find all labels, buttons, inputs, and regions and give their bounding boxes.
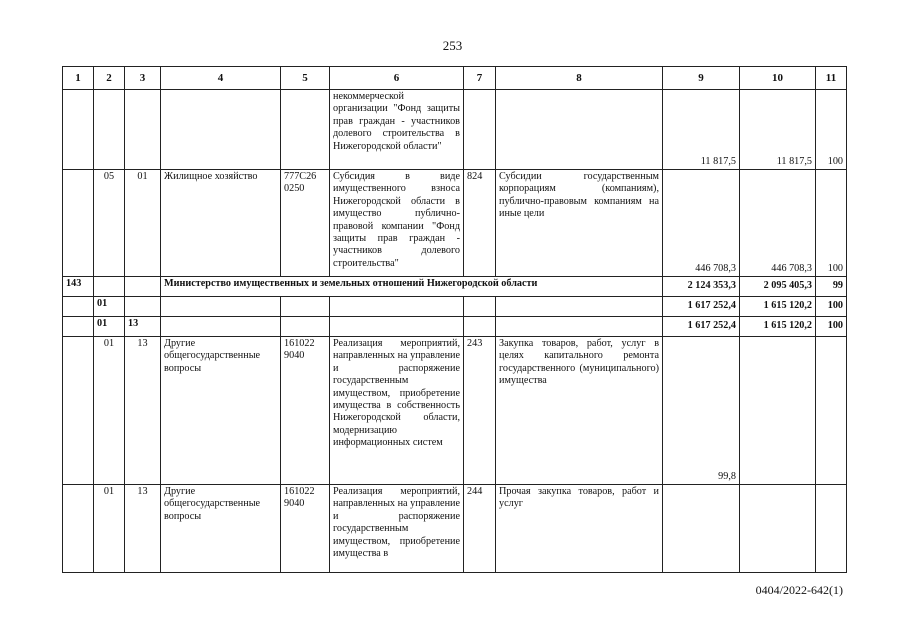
cell-purpose: Субсидия в виде имущественного взноса Нижегородской области в имущество публично-правовой компании "Фонд защиты прав граждан - участников долевого строительства": [330, 170, 464, 277]
cell-actual: 11 817,5: [740, 90, 816, 170]
col-header: 5: [281, 67, 330, 90]
cell-target: 777С26 0250: [281, 170, 330, 277]
cell-expense-type: 244: [464, 485, 496, 573]
col-header: 4: [161, 67, 281, 90]
table-row: [63, 90, 847, 170]
header-row: [63, 67, 847, 90]
cell-name: Другие общегосударственные вопросы: [161, 485, 281, 573]
cell-percent: 100: [816, 170, 847, 277]
table-row: [63, 485, 847, 573]
cell-plan: 1 617 252,4: [663, 297, 740, 317]
cell-section: 05: [94, 170, 125, 277]
cell-expense-name: Субсидии государственным корпорациям (компаниям), публично-правовым компаниям на иные цели: [496, 170, 663, 277]
cell-expense-name: Закупка товаров, работ, услуг в целях капитального ремонта государственного (муниципального) имущества: [496, 337, 663, 485]
cell-expense-type: 824: [464, 170, 496, 277]
cell-actual: 2 095 405,3: [740, 277, 816, 297]
cell-percent: [816, 337, 847, 485]
cell-section: 01: [94, 337, 125, 485]
table-row: [63, 277, 847, 297]
col-header: 7: [464, 67, 496, 90]
cell-actual: 446 708,3: [740, 170, 816, 277]
cell-plan: 1 617 252,4: [663, 317, 740, 337]
cell-target: 161022 9040: [281, 337, 330, 485]
page-number: 253: [442, 38, 463, 53]
cell-plan: 11 817,5: [663, 90, 740, 170]
cell-actual: 1 615 120,2: [740, 297, 816, 317]
cell-percent: 100: [816, 90, 847, 170]
cell-name: Другие общегосударственные вопросы: [161, 337, 281, 485]
cell-purpose: некоммерческой организации "Фонд защиты прав граждан - участников долевого строительства в Нижегородской области": [330, 90, 464, 170]
table-row: [63, 317, 847, 337]
budget-table: [62, 66, 847, 573]
table-row: [63, 297, 847, 317]
cell-target: 161022 9040: [281, 485, 330, 573]
table-row: [63, 170, 847, 277]
cell-purpose: Реализация мероприятий, направленных на управление и распоряжение государственным имуществом, приобретение имущества в собственность Нижегородской области, модернизацию информационных систем: [330, 337, 464, 485]
cell-plan: 99,8: [663, 337, 740, 485]
cell-purpose: Реализация мероприятий, направленных на управление и распоряжение государственным имуществом, приобретение имущества в: [330, 485, 464, 573]
col-header: 10: [740, 67, 816, 90]
col-header: 9: [663, 67, 740, 90]
col-header: 6: [330, 67, 464, 90]
cell-actual: [740, 337, 816, 485]
cell-subsection: 13: [125, 317, 161, 337]
col-header: 11: [816, 67, 847, 90]
cell-expense-type: 243: [464, 337, 496, 485]
ministry-name: Министерство имущественных и земельных отношений Нижегородской области: [161, 277, 663, 297]
cell-actual: 1 615 120,2: [740, 317, 816, 337]
col-header: 8: [496, 67, 663, 90]
cell-subsection: 13: [125, 337, 161, 485]
cell-section: 01: [94, 317, 125, 337]
cell-percent: 100: [816, 297, 847, 317]
cell-name: Жилищное хозяйство: [161, 170, 281, 277]
col-header: 2: [94, 67, 125, 90]
table-row: [63, 337, 847, 485]
cell-expense-name: Прочая закупка товаров, работ и услуг: [496, 485, 663, 573]
cell-percent: 100: [816, 317, 847, 337]
document-code: 0404/2022-642(1): [755, 583, 843, 597]
cell-code: 143: [63, 277, 94, 297]
cell-plan: 2 124 353,3: [663, 277, 740, 297]
col-header: 1: [63, 67, 94, 90]
cell-section: 01: [94, 297, 125, 317]
cell-percent: 99: [816, 277, 847, 297]
cell-subsection: 13: [125, 485, 161, 573]
cell-section: 01: [94, 485, 125, 573]
cell-subsection: 01: [125, 170, 161, 277]
col-header: 3: [125, 67, 161, 90]
cell-plan: 446 708,3: [663, 170, 740, 277]
